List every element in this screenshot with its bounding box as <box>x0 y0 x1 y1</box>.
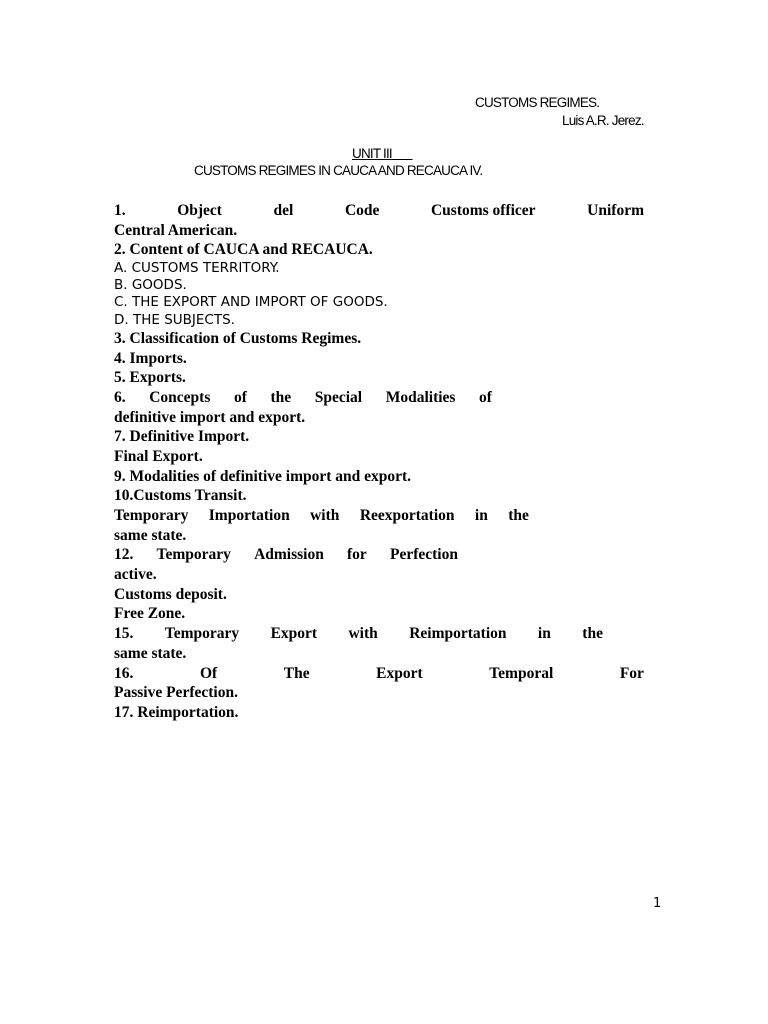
topic-word: Reexportation <box>359 507 455 524</box>
topic-line: active. <box>114 566 157 584</box>
topic-word: Importation <box>208 507 290 524</box>
unit-label: UNIT III <box>352 146 392 161</box>
unit-heading <box>352 146 413 161</box>
topic-word: Customs officer <box>430 202 536 219</box>
topic-word: Export <box>376 664 423 682</box>
topic-line <box>114 664 644 684</box>
topic-word: with <box>310 507 340 524</box>
topic-line: 3. Classification of Customs Regimes. <box>114 329 362 347</box>
topic-word: Temporal <box>489 664 554 682</box>
document-title: CUSTOMS REGIMES. <box>475 95 600 110</box>
topic-word: the <box>582 625 603 643</box>
topic-line: definitive import and export. <box>114 408 306 426</box>
topic-word: the <box>270 388 292 406</box>
topic-line: C. THE EXPORT AND IMPORT OF GOODS. <box>114 294 388 311</box>
topic-word: in <box>474 507 488 524</box>
topic-line: A. CUSTOMS TERRITORY. <box>114 260 280 277</box>
topic-word: of <box>479 388 492 406</box>
topic-line: B. GOODS. <box>114 277 187 294</box>
topic-line: Passive Perfection. <box>114 684 238 702</box>
topic-line: same state. <box>114 644 187 662</box>
topic-word: Admission <box>254 546 324 564</box>
topic-line: 9. Modalities of definitive import and export. <box>114 467 412 485</box>
topic-line: 4. Imports. <box>114 349 187 367</box>
topic-word: del <box>273 202 294 219</box>
topic-line <box>114 388 492 408</box>
topic-word: 12. <box>114 546 134 564</box>
topic-line <box>114 201 644 221</box>
topic-line <box>114 545 458 565</box>
topic-word: Concepts <box>149 388 211 406</box>
topic-word: Of <box>199 664 218 682</box>
topic-line <box>114 624 603 644</box>
topic-word: 15. <box>114 625 134 643</box>
topic-word: of <box>233 388 247 406</box>
topic-line: same state. <box>114 526 187 544</box>
topic-word: Code <box>344 202 380 219</box>
topic-word: Temporary <box>156 546 231 564</box>
topic-word: Temporary <box>164 625 240 643</box>
topic-word: Temporary <box>114 507 189 524</box>
topic-word: Reimportation <box>409 625 507 643</box>
topic-word: Object <box>177 202 222 219</box>
topic-word: Perfection <box>389 546 458 564</box>
topic-line <box>114 506 529 526</box>
topic-word: Special <box>314 388 363 406</box>
topic-word: 6. <box>114 388 126 406</box>
topic-line: D. THE SUBJECTS. <box>114 311 235 328</box>
document-author: Luis A.R. Jerez. <box>562 113 644 128</box>
topic-line: 2. Content of CAUCA and RECAUCA. <box>114 241 373 259</box>
topic-word: for <box>347 546 367 564</box>
topic-line: 10.Customs Transit. <box>114 487 247 505</box>
page-number: 1 <box>653 896 662 911</box>
topic-word: 16. <box>114 664 134 682</box>
topic-line: 7. Definitive Import. <box>114 428 250 446</box>
topic-word: in <box>537 625 551 643</box>
topic-line: Final Export. <box>114 447 203 465</box>
topic-word: For <box>619 664 644 682</box>
topic-word: Modalities <box>385 388 456 406</box>
topic-line: 5. Exports. <box>114 369 186 387</box>
topic-word: Uniform <box>587 202 644 219</box>
topic-line: Free Zone. <box>114 605 186 623</box>
unit-underline <box>392 146 413 161</box>
topic-word: Export <box>270 625 318 643</box>
topic-line: Customs deposit. <box>114 585 227 603</box>
topic-list <box>114 201 644 723</box>
topic-line: 17. Reimportation. <box>114 703 239 721</box>
unit-subtitle: CUSTOMS REGIMES IN CAUCA AND RECAUCA IV. <box>194 163 483 178</box>
topic-word: The <box>283 664 310 682</box>
topic-word: with <box>348 625 378 643</box>
topic-word: the <box>508 507 529 524</box>
topic-word: 1. <box>114 202 126 219</box>
topic-line: Central American. <box>114 221 238 239</box>
